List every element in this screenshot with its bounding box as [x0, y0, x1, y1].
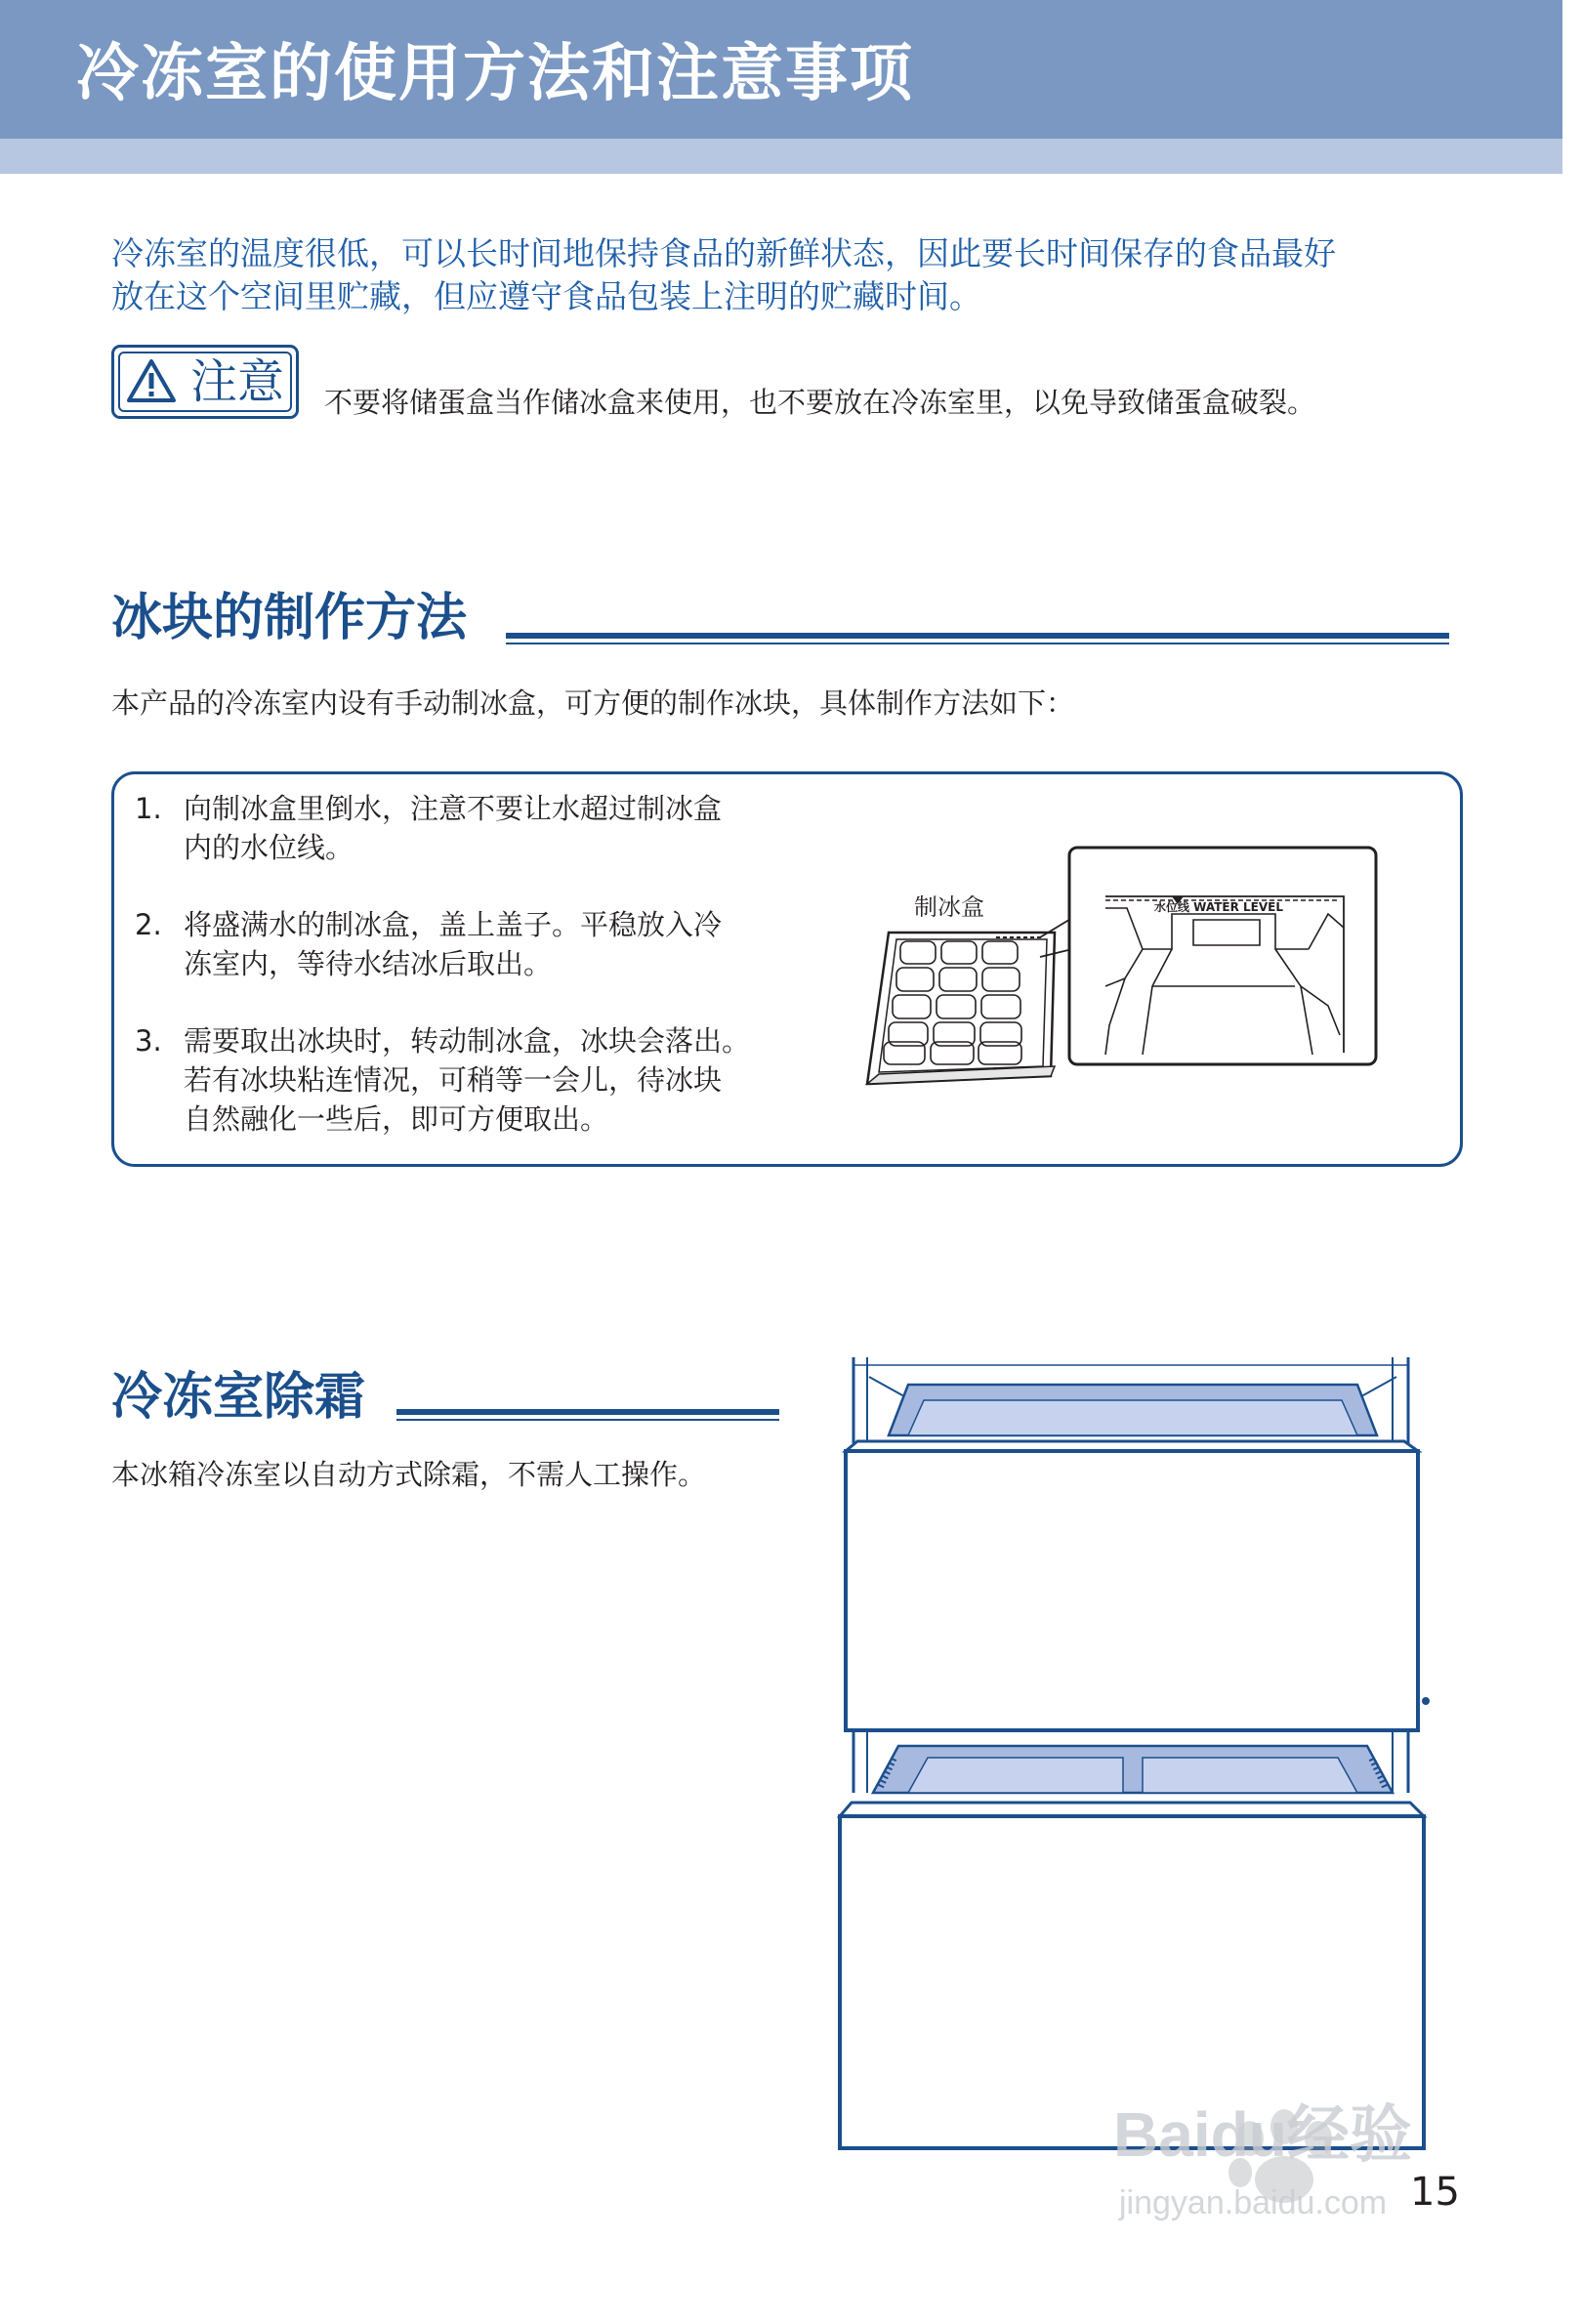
- step-line: 将盛满水的制冰盒，盖上盖子。平稳放入冷: [184, 908, 723, 941]
- step-3: [135, 1021, 818, 1139]
- step-line: 若有冰块粘连情况，可稍等一会儿，待冰块: [184, 1063, 723, 1097]
- caution-label: 注意: [190, 354, 285, 409]
- step-line: 内的水位线。: [184, 831, 354, 864]
- step-line: 需要取出冰块时，转动制冰盒，冰块会落出。: [184, 1024, 751, 1058]
- water-level-label: 水位线 WATER LEVEL: [1154, 900, 1284, 914]
- caution-badge: [111, 345, 299, 419]
- ice-tray-label: 制冰盒: [914, 893, 984, 921]
- intro-paragraph: [111, 232, 1478, 318]
- watermark-url: jingyan.baidu.com: [1119, 2184, 1388, 2221]
- step-2: [135, 905, 818, 983]
- step-line: 冻室内，等待水结冰后取出。: [184, 947, 553, 980]
- freezer-drawers-illustration: [830, 1357, 1436, 2158]
- step-number: 1.: [135, 792, 162, 825]
- step-line: 自然融化一些后，即可方便取出。: [184, 1102, 609, 1136]
- ice-section-description: 本产品的冷冻室内设有手动制冰盒，可方便的制作冰块，具体制作方法如下：: [111, 686, 1075, 720]
- defrost-heading-rule-thin: [396, 1419, 779, 1421]
- defrost-heading-rule: [396, 1409, 779, 1415]
- warning-triangle-icon: [126, 358, 177, 403]
- ice-section-heading: 冰块的制作方法: [111, 589, 468, 647]
- defrost-section-description: 本冰箱冷冻室以自动方式除霜，不需人工操作。: [111, 1458, 707, 1491]
- step-number: 2.: [135, 908, 162, 941]
- defrost-section-heading: 冷冻室除霜: [111, 1368, 366, 1427]
- step-1: [135, 789, 818, 867]
- page-title: 冷冻室的使用方法和注意事项: [76, 38, 914, 110]
- ice-tray-illustration: [850, 840, 1387, 1094]
- ice-heading-rule-thin: [506, 643, 1449, 644]
- caution-text: 不要将储蛋盒当作储冰盒来使用，也不要放在冷冻室里，以免导致储蛋盒破裂。: [324, 386, 1316, 419]
- header-sub-band: [0, 139, 1582, 174]
- step-line: 向制冰盒里倒水，注意不要让水超过制冰盒: [184, 792, 723, 825]
- step-number: 3.: [135, 1024, 162, 1058]
- intro-line: 冷冻室的温度很低，可以长时间地保持食品的新鲜状态，因此要长时间保存的食品最好: [111, 234, 1336, 272]
- intro-line: 放在这个空间里贮藏，但应遵守食品包装上注明的贮藏时间。: [111, 277, 981, 315]
- header-margin: [1562, 0, 1582, 176]
- page-number: 15: [1410, 2170, 1460, 2215]
- watermark-brand: Baidu经验: [1113, 2099, 1412, 2170]
- ice-heading-rule: [506, 633, 1449, 639]
